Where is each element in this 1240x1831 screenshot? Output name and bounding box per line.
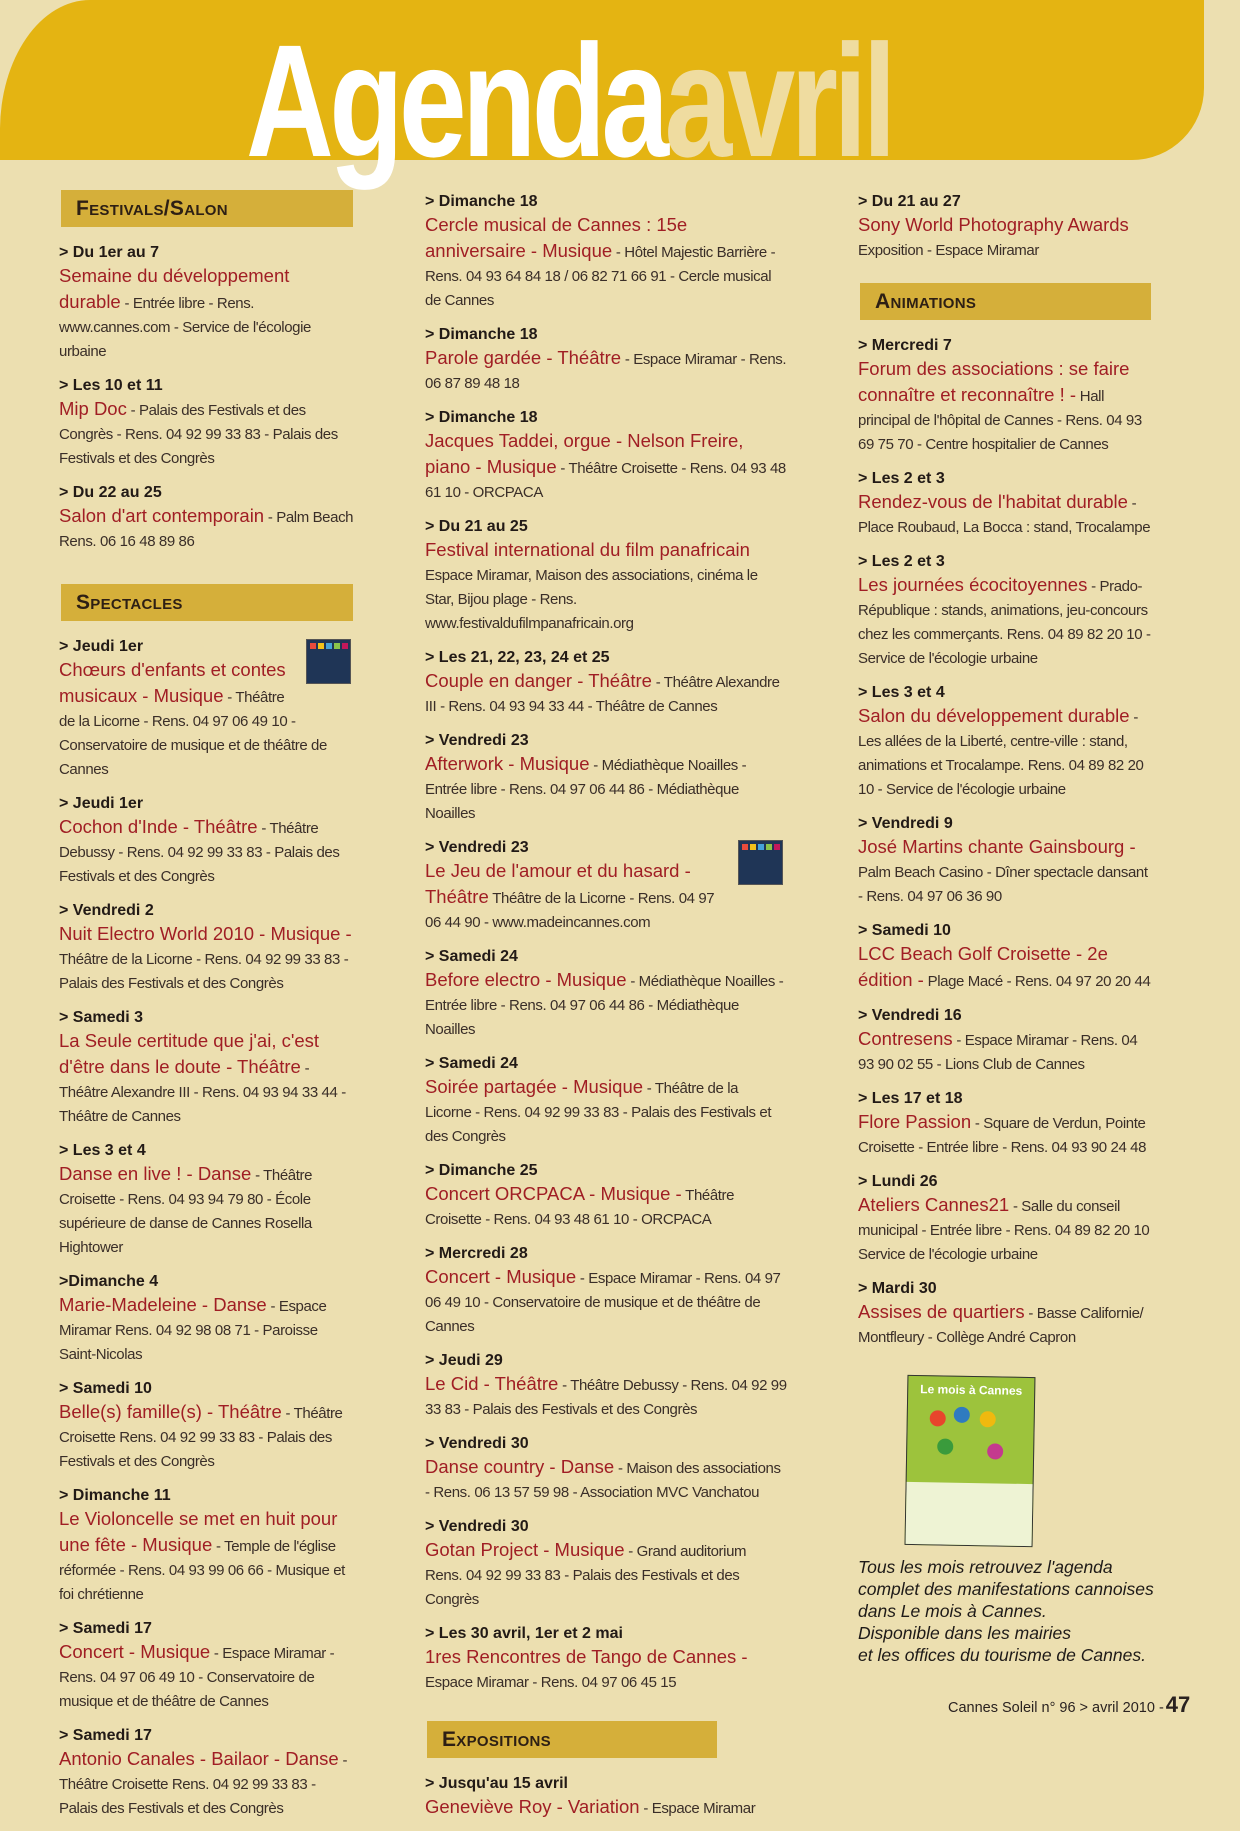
event-details: - Espace Miramar - Rens. 06 87 89 48 18 [425, 351, 787, 392]
event-title: Marie-Madeleine - Danse [59, 1294, 267, 1315]
event-title: Chœurs d'enfants et contes musicaux - Musique [59, 659, 286, 706]
event-details: - Espace Miramar - Rens. 04 97 06 49 10 - Conservatoire de musique et de théâtre de Cannes [425, 1270, 781, 1335]
agenda-item [59, 374, 355, 471]
event-title: Assises de quartiers [858, 1301, 1025, 1322]
event-date: > Dimanche 25 [425, 1162, 538, 1179]
event-date: > Du 21 au 27 [858, 193, 961, 210]
cover-circle-icon [937, 1438, 953, 1454]
logo-dot-icon [750, 844, 756, 850]
page-number: 47 [1165, 1692, 1191, 1717]
column-middle [425, 190, 787, 1831]
event-details: - Théâtre Croisette - Rens. 04 93 48 61 10 - ORCPACA [425, 460, 786, 501]
event-details: - Maison des associations - Rens. 06 13 57 59 98 - Association MVC Vanchatou [425, 1460, 781, 1501]
event-details: - Palm Beach Rens. 06 16 48 89 86 [59, 509, 354, 550]
event-date: > Les 3 et 4 [858, 684, 945, 701]
event-title: Concert ORCPACA - Musique - [425, 1183, 682, 1204]
column-left [59, 190, 355, 1831]
logo-dot-icon [310, 643, 316, 649]
cover-circle-icon [980, 1411, 996, 1427]
section-heading: Spectacles [61, 584, 353, 621]
event-details: Théâtre Croisette - Rens. 04 93 48 61 10 - ORCPACA [425, 1187, 735, 1228]
event-title: Mip Doc [59, 398, 127, 419]
event-details: - Prado-République : stands, animations, jeu-concours chez les commerçants. Rens. 04 89 82 20 10 - Service de l'écologie urbaine [858, 578, 1151, 667]
agenda-item [425, 729, 787, 826]
event-title: Couple en danger - Théâtre [425, 670, 652, 691]
event-title: Antonio Canales - Bailaor - Danse [59, 1748, 339, 1769]
event-date: > Jeudi 1er [59, 638, 144, 655]
event-title: Les journées écocitoyennes [858, 574, 1088, 595]
magazine-cover-image [905, 1375, 1036, 1547]
event-date: > Vendredi 30 [425, 1518, 529, 1535]
event-details: Plage Macé - Rens. 04 97 20 20 44 [923, 973, 1151, 990]
event-title: Geneviève Roy - Variation [425, 1796, 640, 1817]
cover-circle-icon [930, 1410, 946, 1426]
event-date: > Vendredi 16 [858, 1007, 962, 1024]
title-word-avril: avril [664, 11, 892, 190]
agenda-item [858, 681, 1152, 802]
event-date: > Vendredi 30 [425, 1435, 529, 1452]
made-in-cannes-logo-icon [738, 840, 783, 885]
agenda-item [425, 945, 787, 1042]
promo-line: Disponible dans les mairies [858, 1623, 1072, 1643]
event-title: Jacques Taddei, orgue - Nelson Freire, piano - Musique [425, 430, 744, 477]
agenda-item [59, 241, 355, 364]
agenda-item [858, 467, 1152, 540]
event-title: Gotan Project - Musique [425, 1539, 625, 1560]
event-title: Salon du développement durable [858, 705, 1130, 726]
event-date: > Les 2 et 3 [858, 470, 945, 487]
promo-text [858, 1556, 1178, 1666]
event-details: Théâtre de la Licorne - Rens. 04 92 99 33 83 - Palais des Festivals et des Congrès [59, 951, 349, 992]
event-details: - Médiathèque Noailles - Entrée libre - Rens. 04 97 06 44 86 - Médiathèque Noailles [425, 973, 784, 1038]
logo-dot-icon [318, 643, 324, 649]
event-date: > Les 10 et 11 [59, 377, 163, 394]
event-title: Rendez-vous de l'habitat durable [858, 491, 1128, 512]
event-date: > Du 22 au 25 [59, 484, 162, 501]
event-date: > Samedi 10 [858, 922, 951, 939]
event-details: - Théâtre de la Licorne - Rens. 04 92 99 33 83 - Palais des Festivals et des Congrès [425, 1080, 772, 1145]
event-details: - Théâtre Debussy - Rens. 04 92 99 33 83 - Palais des Festivals et des Congrès [59, 820, 340, 885]
logo-dot-icon [758, 844, 764, 850]
event-date: > Lundi 26 [858, 1173, 938, 1190]
event-details: - Théâtre Croisette Rens. 04 92 99 33 83 - Palais des Festivals et des Congrès [59, 1752, 348, 1817]
event-details: Exposition - Espace Miramar [858, 242, 1039, 259]
event-details: - Espace Miramar [639, 1800, 756, 1817]
event-date: > Vendredi 9 [858, 815, 953, 832]
event-title: Parole gardée - Théâtre [425, 347, 622, 368]
cover-lower-panel [906, 1482, 1033, 1546]
event-date: > Jeudi 29 [425, 1352, 503, 1369]
event-details: - Théâtre Alexandre III - Rens. 04 93 94 33 44 - Théâtre de Cannes [59, 1060, 346, 1125]
event-date: > Jusqu'au 15 avril [425, 1775, 568, 1792]
event-title: Salon d'art contemporain [59, 505, 265, 526]
event-details: - Les allées de la Liberté, centre-ville : stand, animations et Trocalampe. Rens. 04 89 82 20 10 - Service de l'écologie urbaine [858, 709, 1144, 798]
footer-text: Cannes Soleil n° 96 > avril 2010 - [948, 1700, 1164, 1716]
magazine-cover-title: Le mois à Cannes [920, 1382, 1023, 1398]
event-title: Festival international du film panafricain [425, 539, 750, 560]
agenda-item [858, 1004, 1152, 1077]
event-details: - Théâtre Debussy - Rens. 04 92 99 33 83 - Palais des Festivals et des Congrès [425, 1377, 787, 1418]
event-date: > Les 30 avril, 1er et 2 mai [425, 1625, 623, 1642]
agenda-item [425, 1242, 787, 1339]
promo-line: Tous les mois retrouvez l'agenda [858, 1557, 1113, 1577]
event-title: Concert - Musique [425, 1266, 577, 1287]
event-details: - Square de Verdun, Pointe Croisette - Entrée libre - Rens. 04 93 90 24 48 [858, 1115, 1147, 1156]
event-title: Concert - Musique [59, 1641, 211, 1662]
event-details: - Salle du conseil municipal - Entrée libre - Rens. 04 89 82 20 10 Service de l'écologie urbaine [858, 1198, 1150, 1263]
page-title [246, 11, 892, 190]
event-date: > Vendredi 23 [425, 732, 529, 749]
agenda-item [858, 1170, 1152, 1267]
event-details: - Hôtel Majestic Barrière - Rens. 04 93 64 84 18 / 06 82 71 66 91 - Cercle musical de Cannes [425, 244, 776, 309]
event-title: La Seule certitude que j'ai, c'est d'être dans le doute - Théâtre [59, 1030, 320, 1077]
column-right [858, 190, 1152, 1360]
event-details: Espace Miramar, Maison des associations, cinéma le Star, Bijou plage - Rens. www.festivaldufilmpanafricain.org [425, 567, 758, 632]
event-details: - Entrée libre - Rens. www.cannes.com - Service de l'écologie urbaine [59, 295, 311, 360]
event-title: Cercle musical de Cannes : 15e anniversaire - Musique [425, 214, 688, 261]
event-title: Forum des associations : se faire connaître et reconnaître ! - [858, 358, 1130, 405]
event-title: José Martins chante Gainsbourg - [858, 836, 1136, 857]
agenda-item [425, 1349, 787, 1422]
event-details: - Espace Miramar Rens. 04 92 98 08 71 - Paroisse Saint-Nicolas [59, 1298, 327, 1363]
section-heading: Animations [860, 283, 1151, 320]
event-title: 1res Rencontres de Tango de Cannes - [425, 1646, 748, 1667]
event-title: Le Jeu de l'amour et du hasard - Théâtre [425, 860, 691, 907]
event-details: Hall principal de l'hôpital de Cannes - Rens. 04 93 69 75 70 - Centre hospitalier de Cannes [858, 388, 1142, 453]
made-in-cannes-logo-icon [306, 639, 351, 684]
event-date: > Dimanche 18 [425, 193, 538, 210]
agenda-item [425, 323, 787, 396]
promo-line: dans Le mois à Cannes. [858, 1601, 1047, 1621]
event-date: > Samedi 17 [59, 1620, 152, 1637]
agenda-item [858, 1277, 1152, 1350]
event-date: > Samedi 24 [425, 948, 518, 965]
agenda-item [59, 1006, 355, 1129]
event-date: > Dimanche 11 [59, 1487, 171, 1504]
logo-dot-icon [742, 844, 748, 850]
event-date: > Mardi 30 [858, 1280, 937, 1297]
event-details: Espace Miramar - Rens. 04 97 06 45 15 [425, 1674, 677, 1691]
agenda-item [425, 190, 787, 313]
agenda-item [425, 1159, 787, 1232]
logo-dot-icon [326, 643, 332, 649]
agenda-item [425, 515, 787, 636]
event-title: Contresens [858, 1028, 953, 1049]
logo-dot-icon [334, 643, 340, 649]
event-title: Before electro - Musique [425, 969, 627, 990]
event-date: > Dimanche 18 [425, 326, 538, 343]
event-details: - Palais des Festivals et des Congrès - Rens. 04 92 99 33 83 - Palais des Festivals et des Congrès [59, 402, 338, 467]
event-date: > Dimanche 18 [425, 409, 538, 426]
event-details: - Espace Miramar - Rens. 04 97 06 49 10 - Conservatoire de musique et de théâtre de Cannes [59, 1645, 335, 1710]
event-title: Le Violoncelle se met en huit pour une fête - Musique [59, 1508, 338, 1555]
event-title: Cochon d'Inde - Théâtre [59, 816, 258, 837]
section-heading: Festivals/Salon [61, 190, 353, 227]
event-details: - Théâtre Croisette - Rens. 04 93 94 79 80 - École supérieure de danse de Cannes Rosella Hightower [59, 1167, 313, 1256]
event-date: > Du 21 au 25 [425, 518, 528, 535]
agenda-item [858, 919, 1152, 994]
agenda-item [59, 1139, 355, 1260]
event-details: - Médiathèque Noailles - Entrée libre - Rens. 04 97 06 44 86 - Médiathèque Noailles [425, 757, 747, 822]
agenda-item [59, 792, 355, 889]
agenda-item [858, 1087, 1152, 1160]
event-date: > Les 17 et 18 [858, 1090, 963, 1107]
agenda-item [858, 334, 1152, 457]
event-date: > Les 3 et 4 [59, 1142, 146, 1159]
cover-circle-icon [987, 1443, 1003, 1459]
event-title: Danse en live ! - Danse [59, 1163, 252, 1184]
event-details: Théâtre de la Licorne - Rens. 04 97 06 44 90 - www.madeincannes.com [425, 890, 715, 931]
event-title: Nuit Electro World 2010 - Musique - [59, 923, 352, 944]
event-title: LCC Beach Golf Croisette - 2e édition - [858, 943, 1108, 990]
agenda-item [858, 190, 1152, 263]
logo-dot-icon [774, 844, 780, 850]
event-title: Belle(s) famille(s) - Théâtre [59, 1401, 282, 1422]
event-details: - Théâtre Croisette Rens. 04 92 99 33 83 - Palais des Festivals et des Congrès [59, 1405, 343, 1470]
event-title: Danse country - Danse [425, 1456, 615, 1477]
agenda-item [59, 899, 355, 996]
event-date: > Les 2 et 3 [858, 553, 945, 570]
event-date: > Samedi 24 [425, 1055, 518, 1072]
event-date: > Samedi 3 [59, 1009, 144, 1026]
event-title: Le Cid - Théâtre [425, 1373, 559, 1394]
event-details: - Théâtre de la Licorne - Rens. 04 97 06 49 10 - Conservatoire de musique et de théâtre de Cannes [59, 689, 327, 778]
event-details: - Basse Californie/ Montfleury - Collège André Capron [858, 1305, 1144, 1346]
event-date: > Mercredi 7 [858, 337, 952, 354]
footer [948, 1692, 1190, 1718]
agenda-item [59, 1617, 355, 1714]
event-title: Sony World Photography Awards [858, 214, 1129, 235]
event-date: > Jeudi 1er [59, 795, 144, 812]
agenda-item [425, 836, 787, 935]
agenda-item [59, 1377, 355, 1474]
agenda-item [858, 812, 1152, 909]
agenda-item [425, 1622, 787, 1695]
promo-line: et les offices du tourisme de Cannes. [858, 1645, 1146, 1665]
event-date: > Vendredi 23 [425, 839, 529, 856]
agenda-item [59, 1484, 355, 1607]
agenda-item [59, 1724, 355, 1821]
agenda-item [425, 646, 787, 719]
event-date: > Mercredi 28 [425, 1245, 528, 1262]
event-title: Afterwork - Musique [425, 753, 590, 774]
event-details: - Temple de l'église réformée - Rens. 04 93 99 06 66 - Musique et foi chrétienne [59, 1538, 345, 1603]
cover-circle-icon [954, 1407, 970, 1423]
logo-dot-icon [766, 844, 772, 850]
agenda-item [59, 635, 355, 782]
title-word-agenda: Agenda [246, 11, 665, 190]
agenda-item [425, 1432, 787, 1505]
event-details: - Espace Miramar - Rens. 04 93 90 02 55 - Lions Club de Cannes [858, 1032, 1138, 1073]
event-title: Ateliers Cannes21 [858, 1194, 1010, 1215]
agenda-item [425, 406, 787, 505]
logo-dot-icon [342, 643, 348, 649]
section-heading: Expositions [427, 1721, 717, 1758]
agenda-item [59, 1270, 355, 1367]
event-details: - Grand auditorium Rens. 04 92 99 33 83 - Palais des Festivals et des Congrès [425, 1543, 747, 1608]
event-details: - Théâtre Alexandre III - Rens. 04 93 94 33 44 - Théâtre de Cannes [425, 674, 780, 715]
event-date: > Samedi 10 [59, 1380, 152, 1397]
event-date: > Du 1er au 7 [59, 244, 160, 261]
event-title: Semaine du développement durable [59, 265, 290, 312]
event-title: Soirée partagée - Musique [425, 1076, 644, 1097]
event-details: Palm Beach Casino - Dîner spectacle dansant - Rens. 04 97 06 36 90 [858, 864, 1148, 905]
event-date: >Dimanche 4 [59, 1273, 159, 1290]
event-date: > Les 21, 22, 23, 24 et 25 [425, 649, 610, 666]
agenda-item [425, 1772, 787, 1821]
agenda-item [59, 481, 355, 554]
agenda-item [425, 1515, 787, 1612]
agenda-item [425, 1052, 787, 1149]
agenda-item [858, 550, 1152, 671]
event-date: > Samedi 17 [59, 1727, 152, 1744]
promo-line: complet des manifestations cannoises [858, 1579, 1154, 1599]
event-title: Flore Passion [858, 1111, 972, 1132]
event-date: > Vendredi 2 [59, 902, 154, 919]
event-details: - Place Roubaud, La Bocca : stand, Trocalampe [858, 495, 1151, 536]
